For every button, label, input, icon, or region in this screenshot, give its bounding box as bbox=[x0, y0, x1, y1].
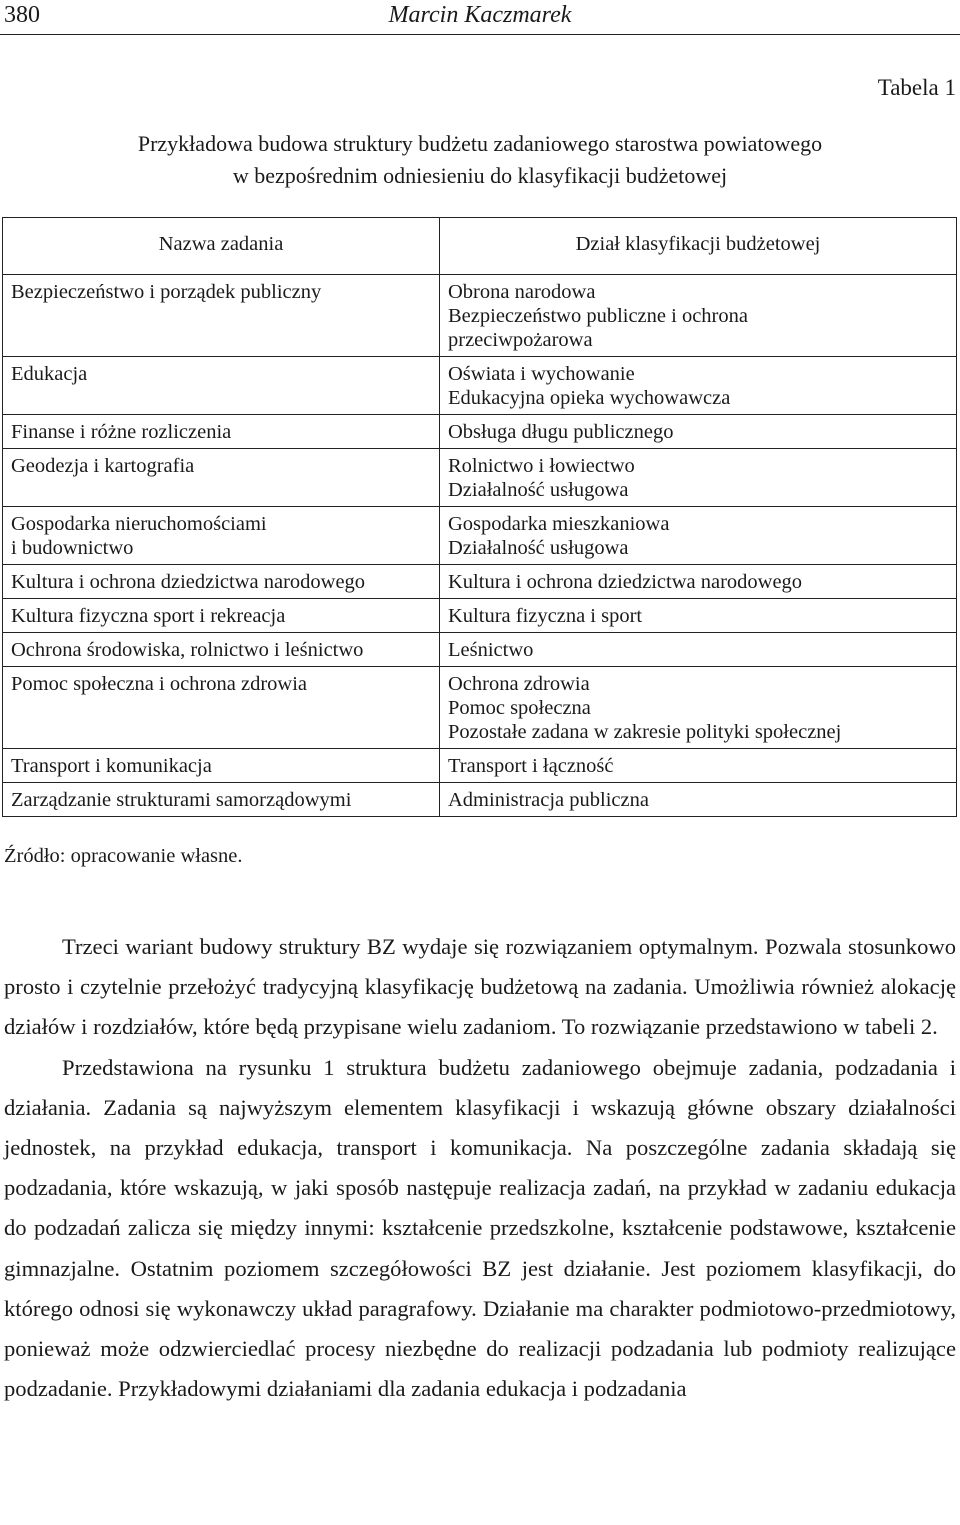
task-cell-line: Pomoc społeczna i ochrona zdrowia bbox=[11, 673, 308, 695]
paragraph: Przedstawiona na rysunku 1 struktura budżetu zadaniowego obejmuje zadania, podzadania i działania. Zadania są najwyższym elementem klasyfikacji i wskazują główne obszary działalności jednostek, na przykład edukacja, transport i komunikacja. Na poszczególne zadania składają się podzadania, które wskazują, w jaki sposób następuje realizacja zadań, na przykład w zadaniu edukacja do podzadań zalicza się między innymi: kształcenie przedszkolne, kształcenie podstawowe, kształcenie gimnazjalne. Ostatnim poziomem szczegółowości BZ jest działanie. Jest poziomem klasyfikacji, do którego odnosi się wykonawczy układ paragrafowy. Działanie ma charakter podmiotowo-przedmiotowy, ponieważ może odzwierciedlać procesy niezbędne do realizacji podzadania lub podmioty realizujące podzadanie. Przykładowymi działaniami dla zadania edukacja i podzadania bbox=[4, 1054, 956, 1402]
task-cell bbox=[3, 449, 440, 507]
division-cell bbox=[440, 415, 957, 449]
division-cell-line: Działalność usługowa bbox=[448, 537, 629, 559]
table-row bbox=[3, 599, 957, 633]
task-cell-line: Kultura i ochrona dziedzictwa narodowego bbox=[11, 571, 366, 593]
division-cell bbox=[440, 749, 957, 783]
division-cell bbox=[440, 667, 957, 749]
source-note: Źródło: opracowanie własne. bbox=[4, 845, 243, 867]
task-cell-line: Zarządzanie strukturami samorządowymi bbox=[11, 789, 352, 811]
division-cell-line: Transport i łączność bbox=[448, 755, 614, 777]
division-cell-line: Oświata i wychowanie bbox=[448, 363, 635, 385]
table-body bbox=[3, 275, 957, 817]
table-row bbox=[3, 749, 957, 783]
division-cell-line: Obrona narodowa bbox=[448, 281, 596, 303]
division-cell-line: Rolnictwo i łowiectwo bbox=[448, 455, 635, 477]
task-cell-line: Geodezja i kartografia bbox=[11, 455, 195, 477]
division-cell-line: Obsługa długu publicznego bbox=[448, 421, 674, 443]
division-cell-line: przeciwpożarowa bbox=[448, 329, 593, 351]
division-cell-line: Administracja publiczna bbox=[448, 789, 649, 811]
budget-structure-table bbox=[2, 217, 957, 817]
division-cell-line: Kultura fizyczna i sport bbox=[448, 605, 643, 627]
task-cell-line: Gospodarka nieruchomościami bbox=[11, 513, 267, 535]
task-cell bbox=[3, 667, 440, 749]
table-row bbox=[3, 275, 957, 357]
division-cell bbox=[440, 507, 957, 565]
page-number: 380 bbox=[4, 2, 40, 28]
body-text bbox=[4, 927, 956, 1409]
task-cell-line: Ochrona środowiska, rolnictwo i leśnictwo bbox=[11, 639, 364, 661]
task-cell-line: Bezpieczeństwo i porządek publiczny bbox=[11, 281, 322, 303]
division-cell bbox=[440, 599, 957, 633]
division-cell-line: Pozostałe zadana w zakresie polityki społecznej bbox=[448, 721, 842, 743]
task-cell bbox=[3, 357, 440, 415]
division-cell bbox=[440, 565, 957, 599]
table-title bbox=[0, 128, 960, 192]
table-row bbox=[3, 507, 957, 565]
task-cell bbox=[3, 633, 440, 667]
task-cell-line: i budownictwo bbox=[11, 537, 134, 559]
page-header bbox=[0, 0, 960, 35]
task-cell-line: Transport i komunikacja bbox=[11, 755, 212, 777]
table-row bbox=[3, 415, 957, 449]
table-title-line: Przykładowa budowa struktury budżetu zadaniowego starostwa powiatowego bbox=[137, 131, 823, 156]
running-head-author: Marcin Kaczmarek bbox=[388, 2, 572, 28]
task-cell bbox=[3, 415, 440, 449]
task-cell bbox=[3, 275, 440, 357]
table-row bbox=[3, 565, 957, 599]
division-cell-line: Ochrona zdrowia bbox=[448, 673, 590, 695]
table-label: Tabela 1 bbox=[877, 75, 956, 100]
division-cell-line: Leśnictwo bbox=[448, 639, 534, 661]
task-cell bbox=[3, 749, 440, 783]
division-cell-line: Bezpieczeństwo publiczne i ochrona bbox=[448, 305, 748, 327]
division-cell bbox=[440, 275, 957, 357]
division-cell-line: Gospodarka mieszkaniowa bbox=[448, 513, 670, 535]
division-cell-line: Kultura i ochrona dziedzictwa narodowego bbox=[448, 571, 803, 593]
task-cell bbox=[3, 783, 440, 817]
table-row bbox=[3, 667, 957, 749]
column-header-task: Nazwa zadania bbox=[3, 218, 440, 275]
division-cell bbox=[440, 633, 957, 667]
table-header-row bbox=[3, 218, 957, 275]
table-row bbox=[3, 357, 957, 415]
task-cell-line: Kultura fizyczna sport i rekreacja bbox=[11, 605, 286, 627]
table-row bbox=[3, 783, 957, 817]
table-title-line: w bezpośrednim odniesieniu do klasyfikacji budżetowej bbox=[232, 163, 728, 188]
column-header-division: Dział klasyfikacji budżetowej bbox=[440, 218, 957, 275]
division-cell-line: Edukacyjna opieka wychowawcza bbox=[448, 387, 731, 409]
division-cell bbox=[440, 449, 957, 507]
task-cell-line: Finanse i różne rozliczenia bbox=[11, 421, 232, 443]
division-cell bbox=[440, 357, 957, 415]
table-row bbox=[3, 449, 957, 507]
table-row bbox=[3, 633, 957, 667]
division-cell bbox=[440, 783, 957, 817]
task-cell-line: Edukacja bbox=[11, 363, 88, 385]
division-cell-line: Działalność usługowa bbox=[448, 479, 629, 501]
paragraph: Trzeci wariant budowy struktury BZ wydaje się rozwiązaniem optymalnym. Pozwala stosunkowo prosto i czytelnie przełożyć tradycyjną klasyfikację budżetową na zadania. Umożliwia również alokację działów i rozdziałów, które będą przypisane wielu zadaniom. To rozwiązanie przedstawiono w tabeli 2. bbox=[4, 934, 956, 1040]
task-cell bbox=[3, 599, 440, 633]
task-cell bbox=[3, 565, 440, 599]
division-cell-line: Pomoc społeczna bbox=[448, 697, 591, 719]
task-cell bbox=[3, 507, 440, 565]
